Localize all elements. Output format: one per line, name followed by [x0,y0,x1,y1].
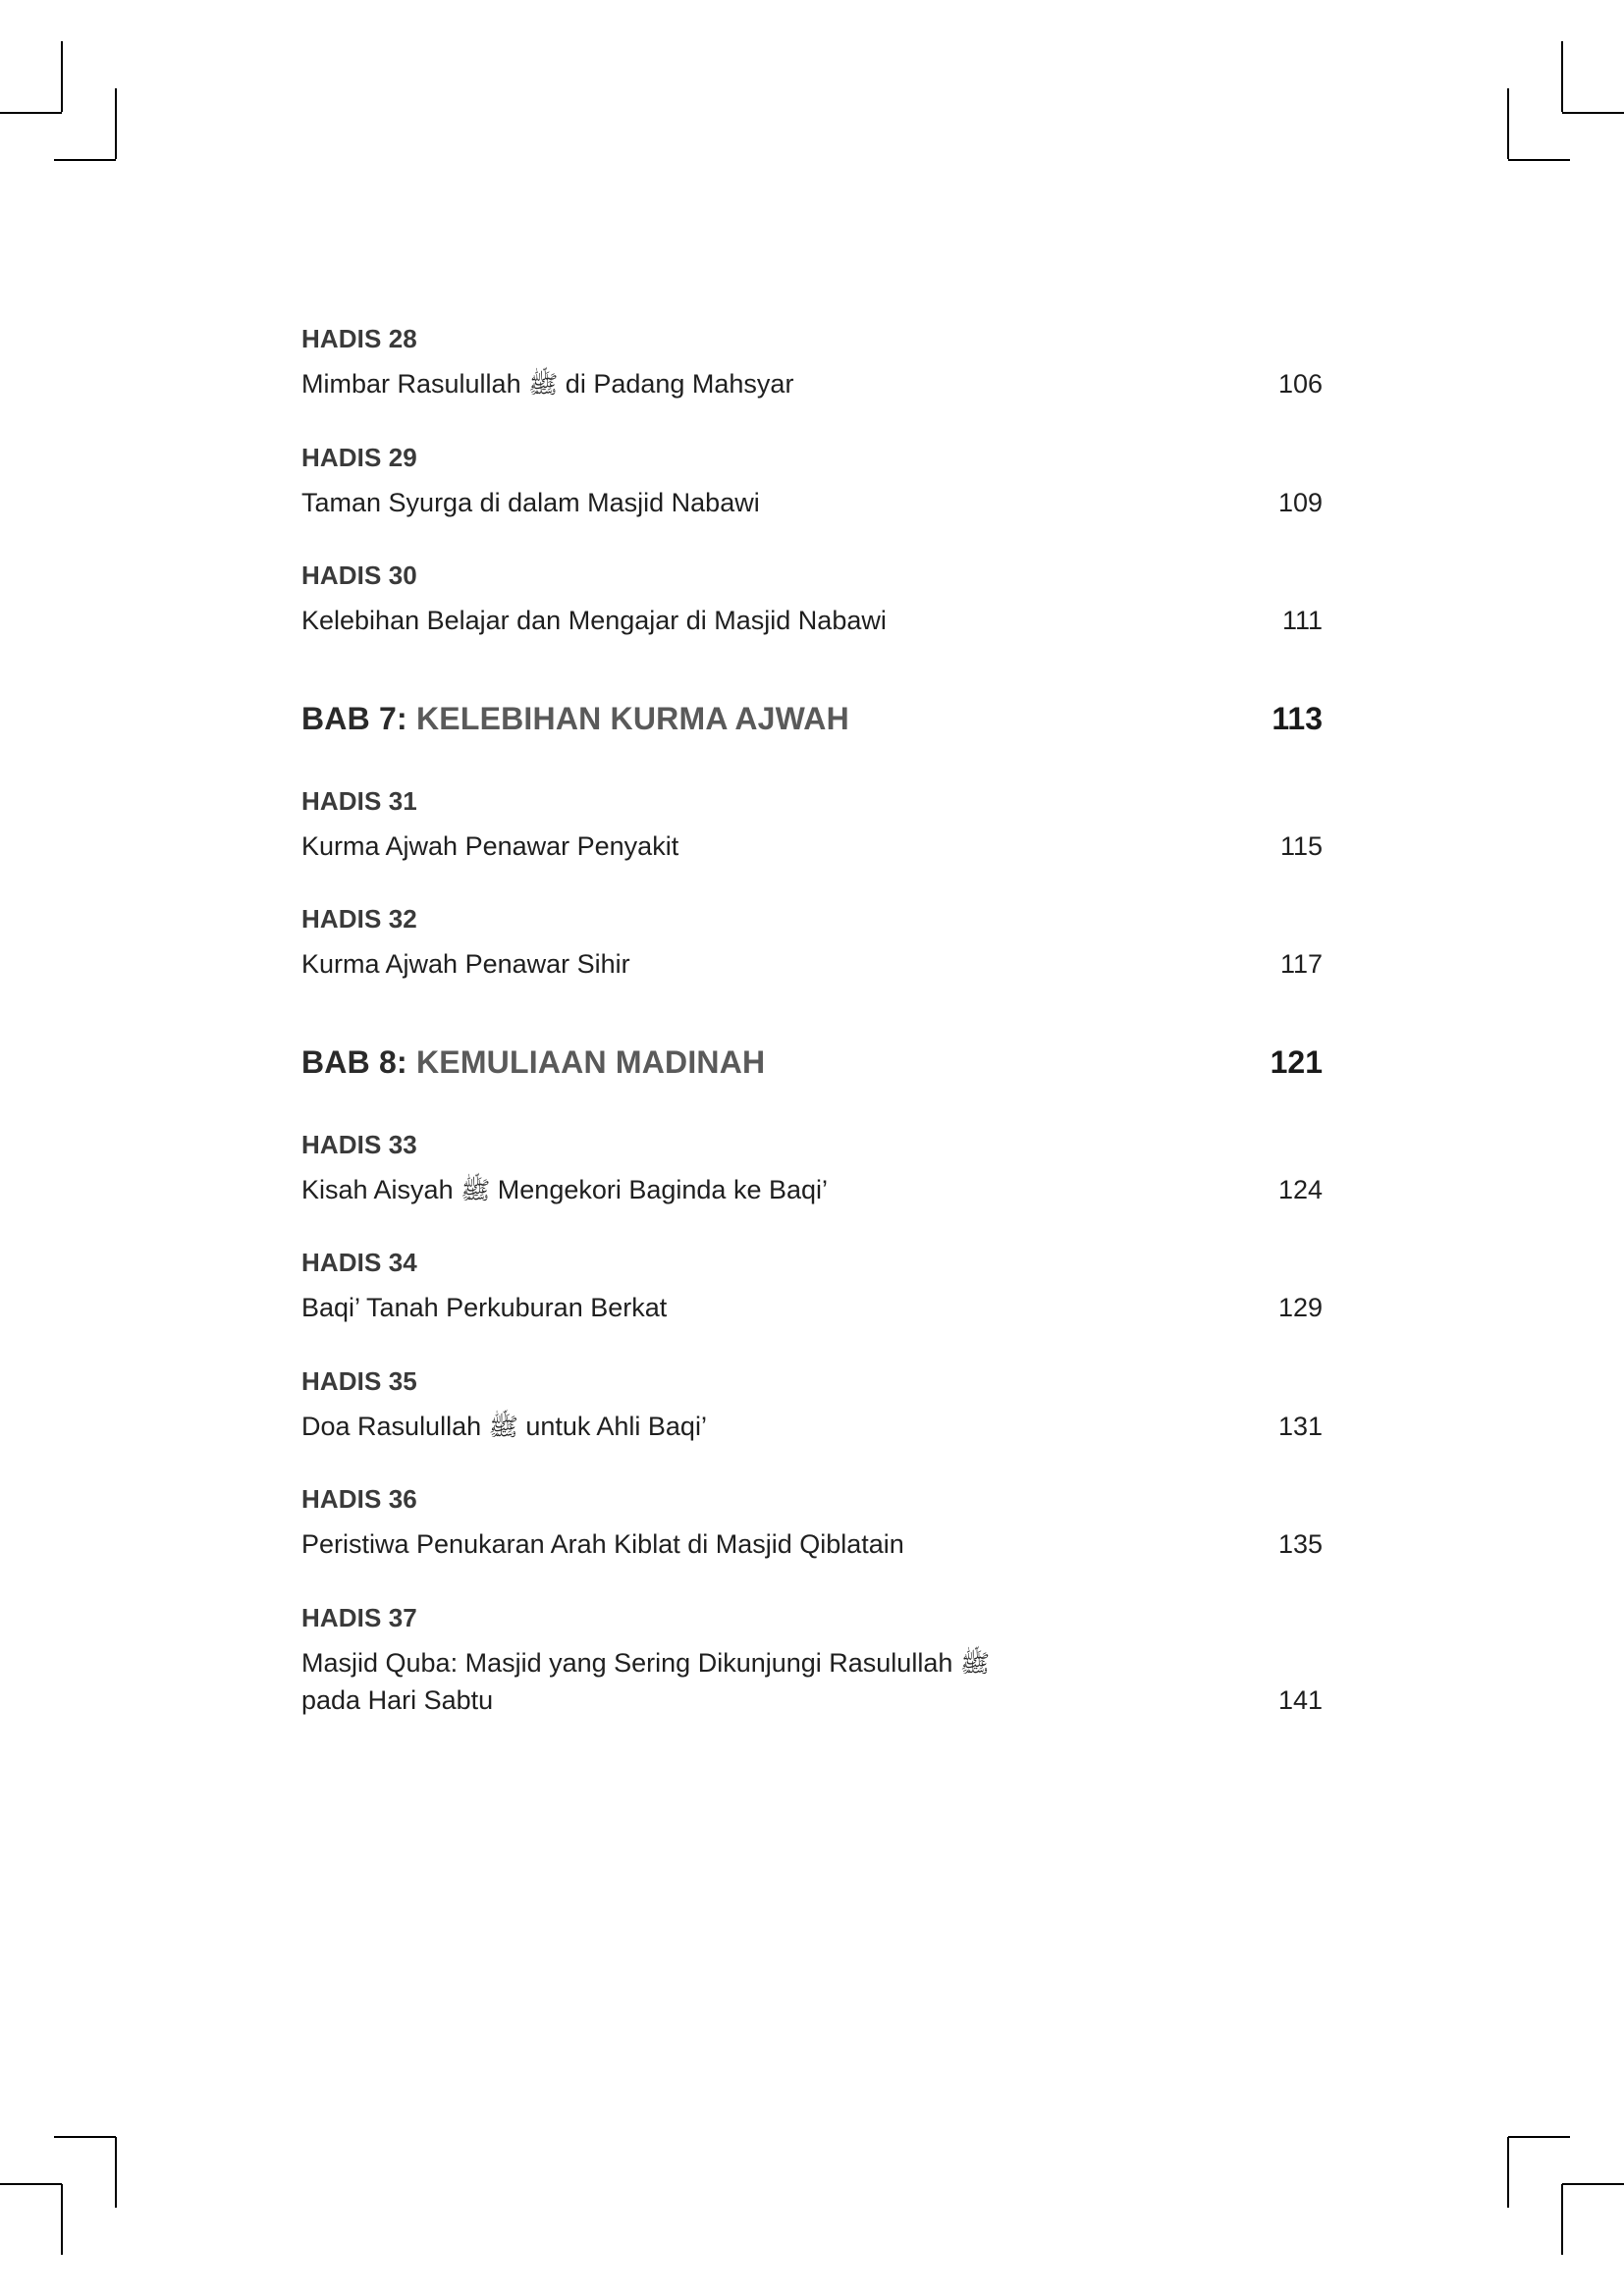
toc-row [301,828,1323,865]
page-number: 124 [1277,1174,1323,1204]
chapter-number: BAB 8: [301,1043,407,1080]
toc-entry-hadis[interactable] [301,324,1323,403]
toc-row [301,1525,1323,1563]
sallallahu-alayhi-wasallam-icon: ﷺ [959,1648,991,1678]
hadis-label: HADIS 35 [301,1365,417,1396]
crop-mark-bleed-bottom-left-vertical [61,2184,63,2255]
crop-mark-trim-top-right-horizontal [1508,159,1570,161]
hadis-label: HADIS 34 [301,1248,417,1278]
toc-row [301,1171,1323,1208]
hadis-title-text-start: Doa Rasulullah [301,1411,489,1441]
crop-mark-bleed-top-left-vertical [61,41,63,112]
toc-entry-chapter[interactable] [301,1044,1323,1081]
crop-mark-trim-top-right-vertical [1507,88,1509,159]
hadis-title-text-start: Peristiwa Penukaran Arah Kiblat di Masjid Qiblatain [301,1529,904,1560]
hadis-title-text-start: Kisah Aisyah [301,1174,461,1204]
hadis-title-text-start: Masjid Quba: Masjid yang Sering Dikunjungi Rasulullah [301,1647,960,1678]
hadis-title-text-start: Kelebihan Belajar dan Mengajar di Masjid Nabawi [301,606,887,636]
page-number: 131 [1277,1411,1323,1441]
hadis-title [301,1171,1264,1208]
sallallahu-alayhi-wasallam-icon: ﷺ [488,1412,518,1441]
crop-mark-bleed-bottom-right-vertical [1561,2184,1563,2255]
sallallahu-alayhi-wasallam-icon: ﷺ [460,1175,491,1204]
hadis-label: HADIS 30 [301,561,417,591]
crop-mark-bleed-bottom-right-horizontal [1562,2183,1624,2185]
crop-mark-trim-top-left-vertical [115,88,117,159]
crop-mark-bleed-top-right-horizontal [1562,112,1624,114]
hadis-title [301,1289,1264,1326]
hadis-title-text-start: Mimbar Rasulullah [301,369,529,400]
crop-mark-trim-bottom-right-vertical [1507,2137,1509,2208]
chapter-heading-row [301,701,1323,737]
chapter-title: KEMULIAAN MADINAH [415,1043,766,1080]
toc-row [301,484,1323,521]
crop-mark-bleed-top-right-vertical [1561,41,1563,112]
page-number: 109 [1277,487,1323,517]
crop-mark-trim-top-left-horizontal [54,159,116,161]
toc-row [301,365,1323,402]
hadis-title-line-1 [301,1644,1240,1682]
toc-entry-chapter[interactable] [301,701,1323,737]
hadis-title-text-start: Kurma Ajwah Penawar Sihir [301,949,630,980]
page-number: 141 [1277,1685,1323,1716]
hadis-title-text-end: untuk Ahli Baqi’ [517,1411,707,1441]
hadis-title [301,828,1264,865]
chapter-page-number: 113 [1272,700,1323,736]
hadis-title-line-2: pada Hari Sabtu [301,1685,494,1716]
toc-row [301,1408,1323,1445]
toc-row [301,945,1323,983]
crop-mark-bleed-bottom-left-horizontal [0,2183,62,2185]
chapter-page-number: 121 [1270,1043,1323,1080]
hadis-label: HADIS 29 [301,442,417,472]
toc-entry-hadis[interactable] [301,561,1323,640]
hadis-label: HADIS 32 [301,904,417,934]
crop-mark-trim-bottom-left-horizontal [54,2136,116,2138]
hadis-title [301,365,1264,402]
toc-entry-hadis[interactable] [301,904,1323,984]
toc-row [301,1289,1323,1326]
crop-mark-bleed-top-left-horizontal [0,112,62,114]
toc-entry-hadis[interactable] [301,1366,1323,1446]
toc-entry-hadis[interactable] [301,786,1323,866]
table-of-contents-list [301,324,1323,1758]
hadis-title-text-end: di Padang Mahsyar [558,369,794,400]
crop-mark-trim-bottom-right-horizontal [1508,2136,1570,2138]
hadis-title [301,1644,1264,1720]
hadis-label: HADIS 37 [301,1602,417,1632]
page-number: 117 [1279,949,1323,980]
chapter-heading [301,1044,765,1081]
crop-mark-trim-bottom-left-vertical [115,2137,117,2208]
hadis-label: HADIS 36 [301,1484,417,1515]
toc-entry-hadis[interactable] [301,1484,1323,1564]
sallallahu-alayhi-wasallam-icon: ﷺ [528,370,559,400]
hadis-title-text-start: Baqi’ Tanah Perkuburan Berkat [301,1293,668,1323]
page-number: 115 [1279,830,1323,861]
toc-row [301,602,1323,639]
hadis-label: HADIS 33 [301,1129,417,1159]
page-number: 129 [1277,1293,1323,1323]
hadis-title-text-end: Mengekori Baginda ke Baqi’ [490,1174,829,1204]
hadis-title [301,1525,1264,1563]
toc-entry-hadis[interactable] [301,1248,1323,1327]
page-number: 111 [1281,606,1323,636]
hadis-title [301,602,1264,639]
hadis-title-text-start: Taman Syurga di dalam Masjid Nabawi [301,487,760,517]
chapter-title: KELEBIHAN KURMA AJWAH [415,700,849,736]
hadis-title [301,945,1264,983]
chapter-number: BAB 7: [301,700,407,736]
hadis-label: HADIS 31 [301,785,417,816]
toc-entry-hadis[interactable] [301,1603,1323,1720]
chapter-heading-row [301,1044,1323,1081]
hadis-title-text-start: Kurma Ajwah Penawar Penyakit [301,830,679,861]
page-number: 135 [1277,1529,1323,1560]
toc-entry-hadis[interactable] [301,1130,1323,1209]
hadis-title [301,1408,1264,1445]
toc-row [301,1644,1323,1720]
page-number: 106 [1277,369,1323,400]
hadis-label: HADIS 28 [301,324,417,353]
toc-entry-hadis[interactable] [301,443,1323,522]
hadis-title [301,484,1264,521]
chapter-heading [301,701,849,737]
